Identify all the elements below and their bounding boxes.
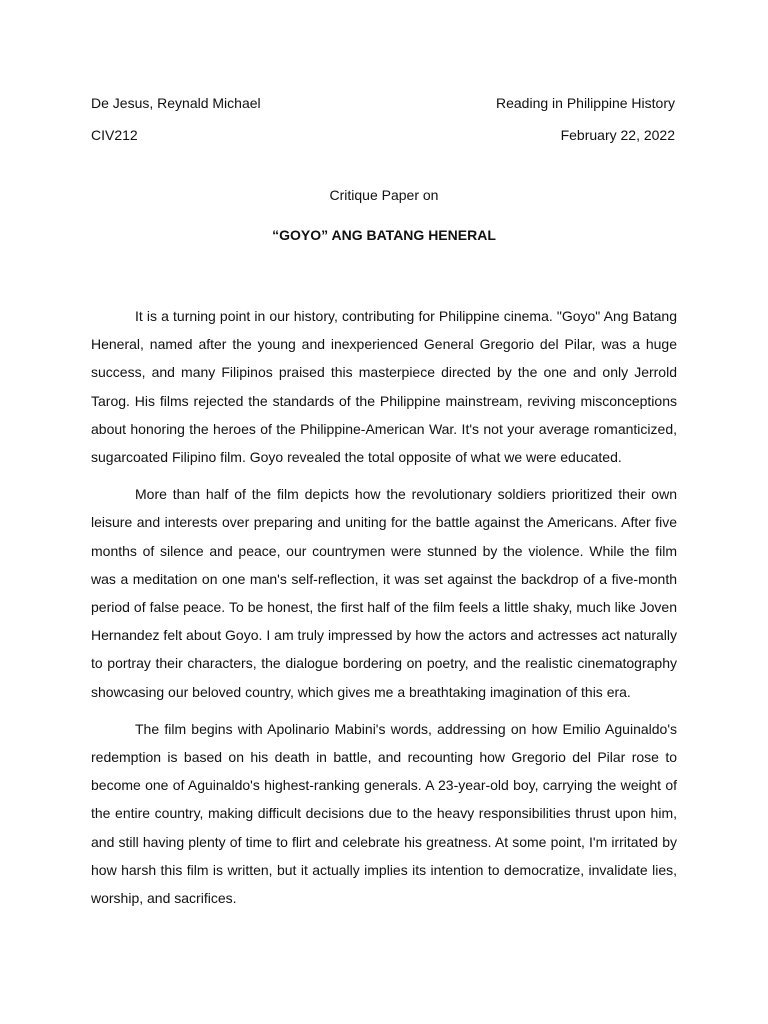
document-date: February 22, 2022 xyxy=(560,127,675,143)
author-name: De Jesus, Reynald Michael xyxy=(91,95,261,111)
document-body xyxy=(91,302,677,921)
header-row-top xyxy=(91,94,675,112)
document-title: “GOYO” ANG BATANG HENERAL xyxy=(272,227,496,243)
course-code: CIV212 xyxy=(91,127,138,143)
course-title: Reading in Philippine History xyxy=(496,95,675,111)
header-row-bottom xyxy=(91,126,675,144)
document-subtitle: Critique Paper on xyxy=(329,187,439,203)
body-paragraph: It is a turning point in our history, contributing for Philippine cinema. "Goyo" Ang Batang Heneral, named after the young and inexperienced General Gregorio del Pilar, was a huge success, and many Filipinos praised this masterpiece directed by the one and only Jerrold Tarog. His films rejected the standards of the Philippine mainstream, reviving misconceptions about honoring the heroes of the Philippine-American War. It's not your average romanticized, sugarcoated Filipino film. Goyo revealed the total opposite of what we were educated. xyxy=(91,308,677,466)
body-paragraph: More than half of the film depicts how the revolutionary soldiers prioritized their own leisure and interests over preparing and uniting for the battle against the Americans. After five months of silence and peace, our countrymen were stunned by the violence. While the film was a meditation on one man's self-reflection, it was set against the backdrop of a five-month period of false peace. To be honest, the first half of the film feels a little shaky, much like Joven Hernandez felt about Goyo. I am truly impressed by how the actors and actresses act naturally to portray their characters, the dialogue bordering on poetry, and the realistic cinematography showcasing our beloved country, which gives me a breathtaking imagination of this era. xyxy=(91,486,677,700)
body-paragraph: The film begins with Apolinario Mabini's words, addressing on how Emilio Aguinaldo's redemption is based on his death in battle, and recounting how Gregorio del Pilar rose to become one of Aguinaldo's highest-ranking generals. A 23-year-old boy, carrying the weight of the entire country, making difficult decisions due to the heavy responsibilities thrust upon him, and still having plenty of time to flirt and celebrate his greatness. At some point, I'm irritated by how harsh this film is written, but it actually implies its intention to democratize, invalidate lies, worship, and sacrifices. xyxy=(91,720,677,907)
